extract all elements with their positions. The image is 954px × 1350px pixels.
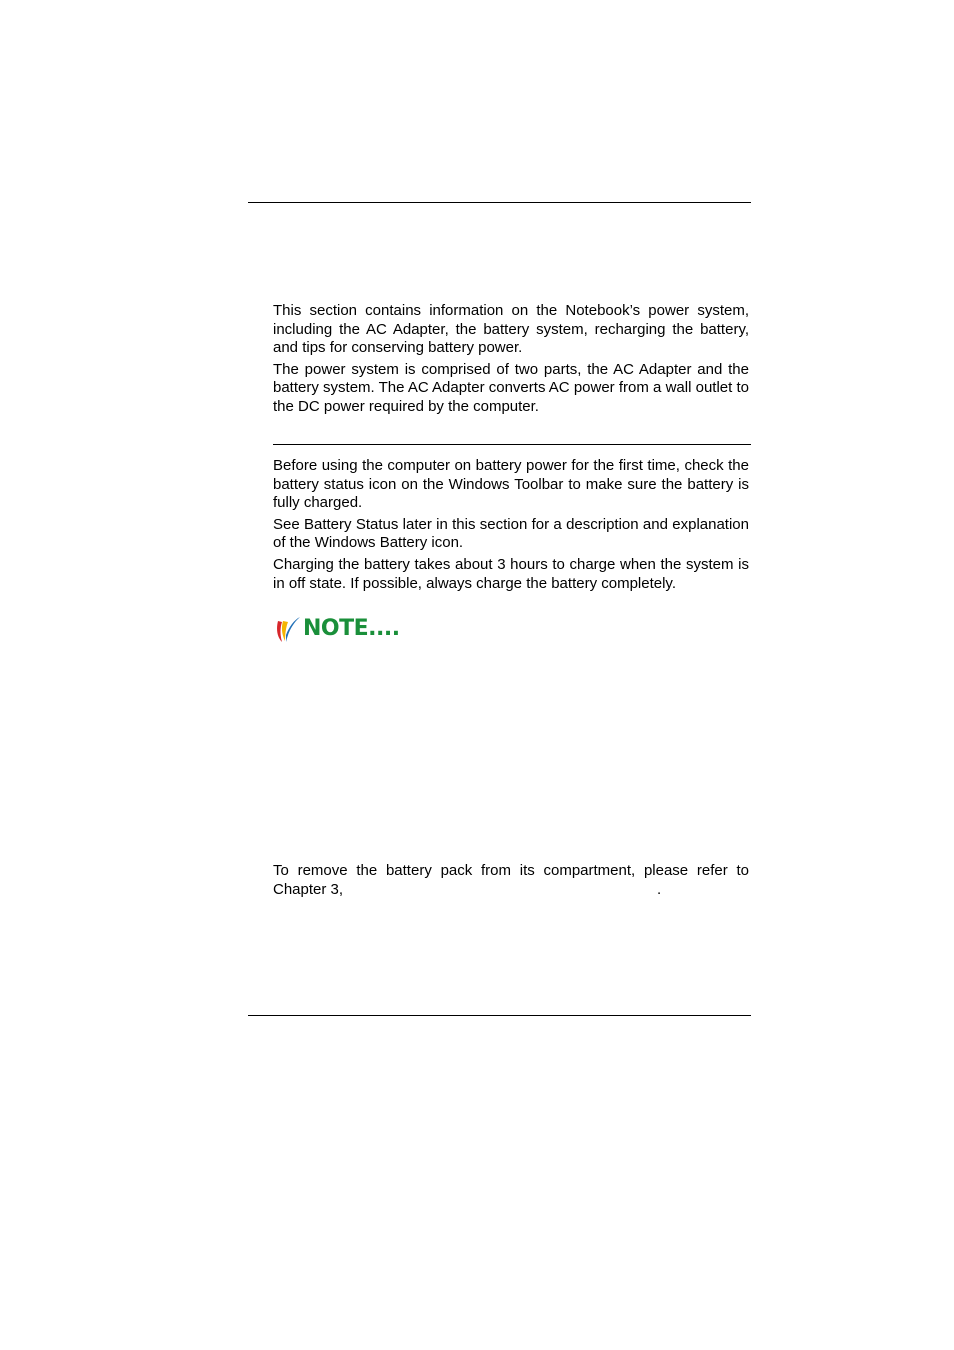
note-logo xyxy=(275,614,400,644)
note-label: NOTE.... xyxy=(303,616,400,641)
battery-charging-section xyxy=(273,457,749,596)
note-checkmark-icon xyxy=(275,615,301,643)
header-rule xyxy=(248,202,751,203)
intro-paragraph-2: The power system is comprised of two parts, the AC Adapter and the battery system. The AC Adapter converts AC power from a wall outlet to the DC power required by the computer. xyxy=(273,360,749,415)
charging-paragraph-3: Charging the battery takes about 3 hours to charge when the system is in off state. If possible, always charge the battery completely. xyxy=(273,555,749,592)
remove-paragraph xyxy=(273,862,749,899)
intro-paragraph-1: This section contains information on the Notebook’s power system, including the AC Adapter, the battery system, recharging the battery, and tips for conserving battery power. xyxy=(273,302,749,357)
remove-battery-section xyxy=(273,862,749,902)
charging-paragraph-2: See Battery Status later in this section for a description and explanation of the Windows Battery icon. xyxy=(273,515,749,552)
remove-text: To remove the battery pack from its compartment, please refer to Chapter 3, xyxy=(273,862,749,898)
power-system-intro xyxy=(273,302,749,420)
section-rule xyxy=(273,444,751,445)
remove-text-end: . xyxy=(657,880,662,898)
footer-rule xyxy=(248,1015,751,1016)
charging-paragraph-1: Before using the computer on battery power for the first time, check the battery status icon on the Windows Toolbar to make sure the battery is fully charged. xyxy=(273,457,749,512)
